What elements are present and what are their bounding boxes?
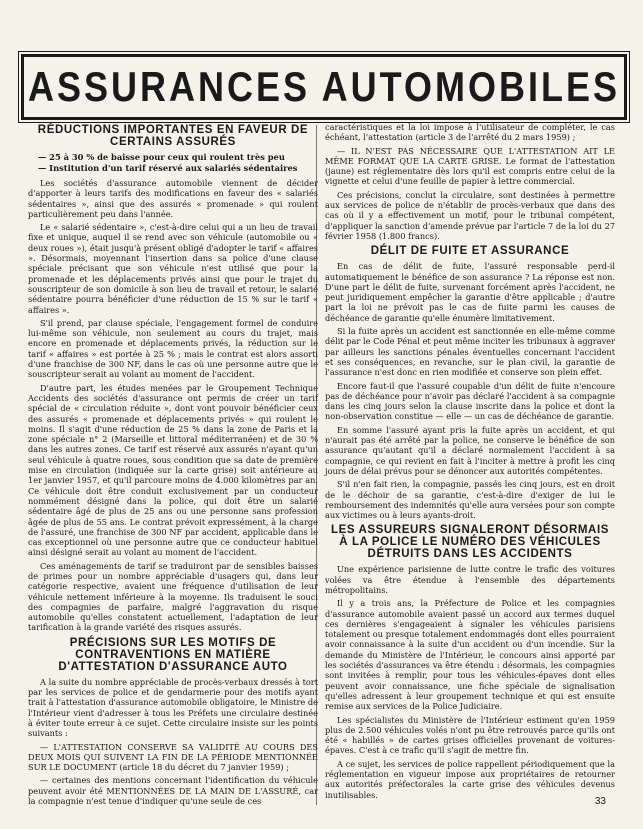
paragraph: Ces précisions, conclut la circulaire, sont destinées à permettre aux services de police de n'établir de procès-verbaux que dans des cas où il y a effectivement un motif, pour le tribunal compétent, d'appliquer la sanction d'amende prévue par l'article 7 de la loi du 27 février 1958 (1.800 francs). xyxy=(325,189,615,241)
paragraph: S'il prend, par clause spéciale, l'engagement formel de conduire lui-même son véhicule, non seulement au cours du trajet, mais encore en promenade et déplacements privés, la réduction sur le tarif « affaires » est portée à 25 % ; mais le contrat est alors assorti d'une franchise de 300 NF, dans le cas où une personne autre que le souscripteur serait au volant au moment de l'accident. xyxy=(28,317,318,380)
heading-assureurs-signaleront: LES ASSUREURS SIGNALERONT DÉSORMAIS À LA POLICE LE NUMÉRO DES VÉHICULES DÉTRUITS DANS LES ACCIDENTS xyxy=(330,524,610,561)
paragraph: D'autre part, les études menées par le Groupement Technique Accidents des sociétés d'assurance ont permis de créer un tarif spécial de « circulation réduite », dont vont pouvoir bénéficier ceux des assurés « promenade et déplacements privés » qui roulent le moins. Il s'agit d'une réduction de 25 % dans la zone de Paris et la zone spéciale n° 2 (Marseille et littoral méditerranéen) et de 30 % dans les autres zones. Ce tarif est réservé aux assurés n'ayant qu'un seul véhicule à quatre roues, sous condition que sa date de première mise en circulation (indiquée sur la carte grise) soit antérieure au 1er janvier 1957, et qu'il parcoure moins de 4.000 kilomètres par an. Ce véhicule doit être conduit exclusivement par un conducteur nommément désigné dans la police, qui doit être un salarié sédentaire âgé de plus de 25 ans ou une personne sans profession âgée de plus de 55 ans. Le contrat prévoit expressément, à la charge de l'assuré, une franchise de 300 NF par accident, applicable dans le cas exceptionnel où une personne autre que ce conducteur habituel ainsi désigné serait au volant au moment de l'accident. xyxy=(28,382,318,558)
heading-reductions: RÉDUCTIONS IMPORTANTES EN FAVEUR DE CERTAINS ASSURÉS xyxy=(37,124,309,148)
paragraph: A la suite du nombre appréciable de procès-verbaux dressés à tort par les services de police et de gendarmerie pour des motifs ayant trait à l'attestation d'assurance automobile obligatoire, le Ministre de l'Intérieur vient d'adresser à tous les Préfets une circulaire destinée à éviter toute erreur à ce sujet. Cette circulaire insiste sur les points suivants : xyxy=(28,676,318,739)
heading-precisions: PRÉCISIONS SUR LES MOTIFS DE CONTRAVENTIONS EN MATIÈRE D'ATTESTATION D'ASSURANCE AUTO xyxy=(58,636,288,673)
paragraph: En somme l'assuré ayant pris la fuite après un accident, et qui n'aurait pas été arrêté par la police, ne conserve le bénéfice de son assurance qu'autant qu'il a déclaré normalement l'accident à sa compagnie, ce qui revient en fait à l'inciter à mettre à profit les cinq jours de délai prévus pour se dénoncer aux autorités compétentes. xyxy=(325,424,615,476)
paragraph: S'il n'en fait rien, la compagnie, passés les cinq jours, est en droit de le déchoir de sa garantie, c'est-à-dire d'exiger de lui le remboursement des indemnités qu'elle aura versées pour son compte aux victimes ou à leurs ayants-droit. xyxy=(325,479,615,521)
page-title: ASSURANCES AUTOMOBILES xyxy=(27,62,621,110)
subheading-1: — 25 à 30 % de baisse pour ceux qui roulent très peu xyxy=(38,152,285,162)
paragraph: caractéristiques et la loi impose à l'utilisateur de compléter, le cas échéant, l'attestation (article 3 de l'arrêté du 2 mars 1959) ; xyxy=(325,122,615,143)
paragraph: Ces aménagements de tarif se traduiront par de sensibles baisses de primes pour un nombre appréciable d'usagers qui, dans leur catégorie respective, avaient une fréquence d'utilisation de leur véhicule nettement inférieure à la moyenne. Ils traduisent le souci des compagnies de parfaire, malgré l'aggravation du risque automobile qu'elles constatent actuellement, l'adaptation de leur tarification à la grande variété des risques assurés. xyxy=(28,560,318,633)
paragraph: Les sociétés d'assurance automobile viennent de décider d'apporter à leurs tarifs des modifications en faveur des « salariés sédentaires », ainsi que des assurés « promenade » qui roulent particulièrement peu dans l'année. xyxy=(28,178,318,219)
paragraph: Le « salarié sédentaire », c'est-à-dire celui qui a un lieu de travail fixe et unique, auquel il se rend avec son véhicule (automobile ou « deux roues »), était jusqu'à présent obligé d'adopter le tarif « affaires ». Désormais, moyennant l'insertion dans sa police d'une clause spéciale précisant que son véhicule n'est utilisé que pour la promenade et les déplacements privés ainsi que pour le trajet du souscripteur de son domicile à son lieu de travail et retour, le salarié sédentaire pourra bénéficier d'une réduction de 15 % sur le tarif « affaires ». xyxy=(28,222,318,315)
paragraph: Encore faut-il que l'assuré coupable d'un délit de fuite n'encoure pas de déchéance pour n'avoir pas déclaré l'accident à sa compagnie dans les cinq jours selon la clause inscrite dans la police et dont la non-observation constitue — elle — un cas de déchéance de garantie. xyxy=(325,380,615,422)
title-banner xyxy=(21,54,627,120)
paragraph: Les spécialistes du Ministère de l'Intérieur estiment qu'en 1959 plus de 2.500 véhicules volés n'ont pu être retrouvés parce qu'ils ont été « habillés » de cartes grises officielles provenant de voitures-épaves. C'est à ce trafic qu'il s'agit de mettre fin. xyxy=(325,714,615,756)
left-column xyxy=(28,122,318,809)
subheading-2: — Institution d'un tarif réservé aux salariés sédentaires xyxy=(38,162,298,173)
page-number: 33 xyxy=(594,796,606,807)
paragraph: Une expérience parisienne de lutte contre le trafic des voitures volées va être étendue à l'ensemble des départements métropolitains. xyxy=(325,564,615,595)
paragraph: En cas de délit de fuite, l'assuré responsable perd-il automatiquement le bénéfice de son assurance ? La réponse est non. D'une part le délit de fuite, survenant forcément après l'accident, ne peut juridiquement empêcher la garantie d'être applicable ; d'autre part la loi ne prévoit pas le cas de fuite parmi les causes de déchéance de garantie qu'elle énumère limitativement. xyxy=(325,261,615,323)
paragraph: A ce sujet, les services de police rappellent périodiquement que la réglementation en vigueur impose aux propriétaires de retourner aux autorités préfectorales la carte grise des véhicules devenus inutilisables. xyxy=(325,758,615,800)
heading-delit-de-fuite: DÉLIT DE FUITE ET ASSURANCE xyxy=(370,245,570,258)
right-column xyxy=(325,122,615,803)
paragraph: Si la fuite après un accident est sanctionnée en elle-même comme délit par le Code Pénal et peut même inciter les tribunaux à aggraver par ailleurs les sanctions pénales éventuelles concernant l'accident et ses conséquences, en revanche, sur le plan civil, la garantie de l'assurance n'est donc en rien modifiée et conserve son plein effet. xyxy=(325,326,615,378)
paragraph: — L'ATTESTATION CONSERVE SA VALIDITÉ AU COURS DES DEUX MOIS QUI SUIVENT LA FIN DE LA PÉRIODE MENTIONNÉE SUR LE DOCUMENT (article 18 du décret du 7 janvier 1959) ; xyxy=(28,741,318,773)
paragraph: Il y a trois ans, la Préfecture de Police et les compagnies d'assurance automobile avaient passé un accord aux termes duquel ces dernières s'engageaient à signaler les véhicules parisiens totalement ou presque totalement endommagés dont elles pourraient avoir connaissance à la suite d'un accident ou d'un incendie. Sur la demande du Ministère de l'Intérieur, le concours ainsi apporté par les sociétés d'assurances va être étendu : désormais, les compagnies sont invitées à remplir, pour tous les véhicules-épaves dont elles peuvent avoir connaissance, une fiche spéciale de signalisation qu'elles adressent à leur groupement technique et qui est ensuite remise aux services de la Police Judiciaire. xyxy=(325,598,615,712)
paragraph: — IL N'EST PAS NÉCESSAIRE QUE L'ATTESTATION AIT LE MÊME FORMAT QUE LA CARTE GRISE. Le format de l'attestation (jaune) est réglementaire dès lors qu'il est compris entre celui de la vignette et celui d'une feuille de papier à lettre commercial. xyxy=(325,145,615,187)
paragraph: — certaines des mentions concernant l'identification du véhicule peuvent avoir été MENTIONNÉES DE LA MAIN DE L'ASSURÉ, car la compagnie n'est tenue d'indiquer qu'une seule de ces xyxy=(28,775,318,807)
